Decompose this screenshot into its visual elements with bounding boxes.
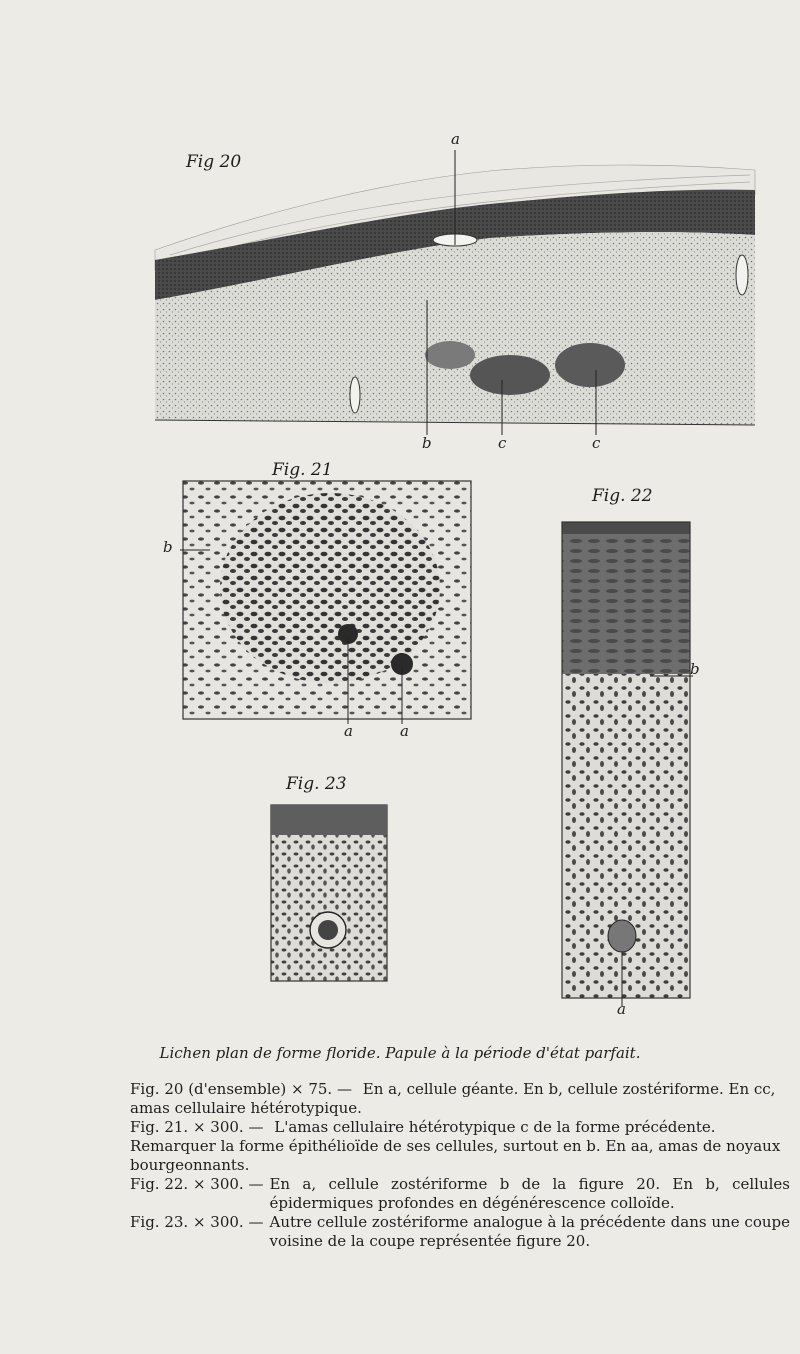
figure-legend: [130, 1080, 790, 1251]
fig20-letter-c1: c: [498, 434, 507, 452]
legend-key: Fig. 21. × 300. —: [130, 1118, 264, 1136]
fig21-label: Fig. 21: [272, 460, 333, 480]
legend-key: Fig. 20 (d'ensemble) × 75. —: [130, 1080, 352, 1098]
fig22-label: Fig. 22: [592, 486, 653, 506]
fig21-letter-b: b: [163, 538, 173, 556]
legend-entry-fig20: [130, 1080, 790, 1118]
fig22-letter-b: b: [690, 660, 700, 678]
legend-key: Fig. 23. × 300. —: [130, 1213, 264, 1231]
fig22-letter-a: a: [617, 1000, 626, 1018]
fig23-histology-drawing: [268, 802, 390, 984]
legend-key: Fig. 22. × 300. —: [130, 1175, 264, 1193]
legend-text: Autre cellule zostériforme analogue à la précédente dans une coupe voisine de la coupe représentée figure 20.: [269, 1213, 790, 1250]
fig21-letter-a1: a: [344, 722, 353, 740]
fig20-histology-drawing: [150, 140, 760, 440]
legend-entry-fig23: [130, 1213, 790, 1251]
fig20-letter-a: a: [451, 130, 460, 148]
legend-entry-fig22: [130, 1175, 790, 1213]
legend-entry-fig21: [130, 1118, 790, 1175]
fig22-histology-drawing: [550, 516, 695, 1006]
legend-text: L'amas cellulaire hétérotypique c de la forme précédente. Remarquer la forme épithélioïde de ses cellules, surtout en b. En aa, amas de noyaux bourgeonnants.: [130, 1118, 781, 1174]
legend-text: En a, cellule zostériforme b de la figure 20. En b, cellules épidermiques profondes en dégénérescence colloïde.: [269, 1175, 790, 1212]
fig21-histology-drawing: [180, 478, 474, 724]
fig21-letter-a2: a: [400, 722, 409, 740]
fig23-label: Fig. 23: [286, 774, 347, 794]
fig20-letter-b: b: [422, 434, 432, 452]
legend-text: En a, cellule géante. En b, cellule zostériforme. En cc, amas cellulaire hétérotypique.: [130, 1080, 776, 1117]
fig20-letter-c2: c: [592, 434, 601, 452]
fig20-label: Fig 20: [186, 152, 242, 172]
caption-title: Lichen plan de forme floride. Papule à la période d'état parfait.: [159, 1044, 641, 1062]
